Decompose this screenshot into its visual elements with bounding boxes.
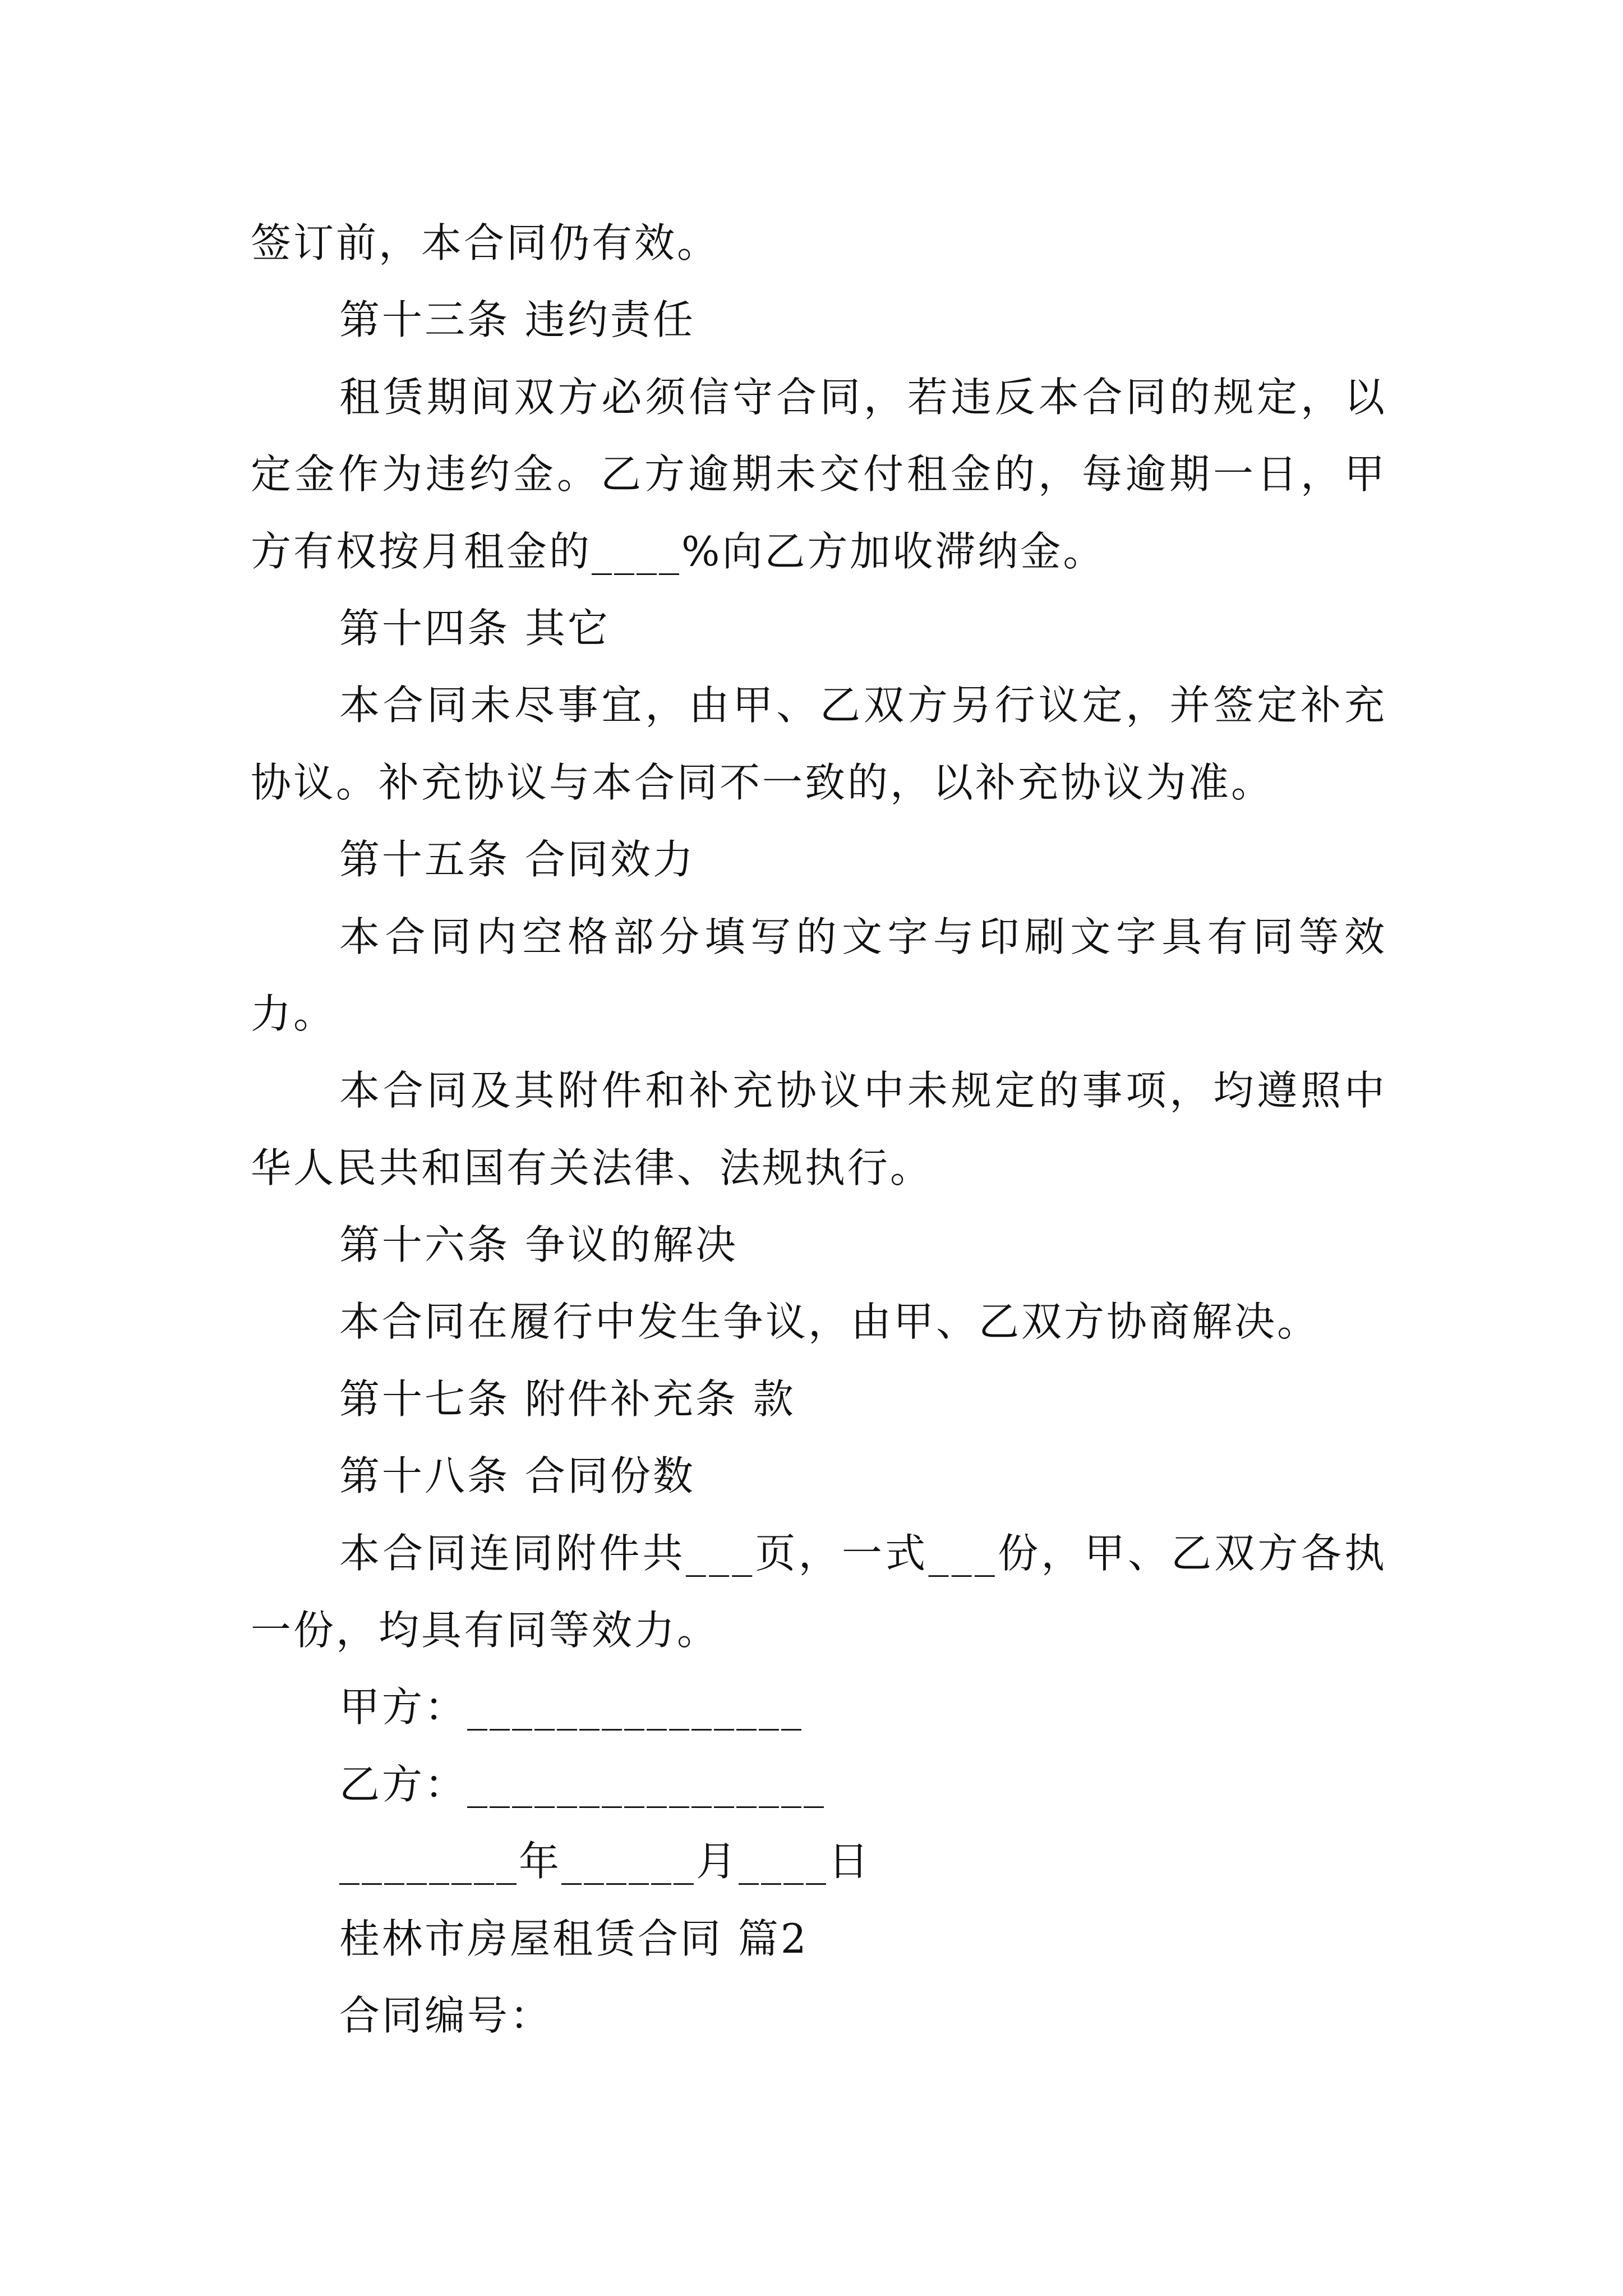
party-a-label: 甲方： (339, 1683, 468, 1731)
article-13-text-line: 定金作为违约金。乙方逾期未交付租金的，每逾期一日，甲 (251, 450, 1388, 498)
article-18-text-line: 本合同连同附件共___页，一式___份，甲、乙双方各执 (339, 1529, 1388, 1577)
article-15-text-line: 本合同及其附件和补充协议中未规定的事项，均遵照中 (339, 1067, 1388, 1115)
article-13-text-line: 方有权按月租金的____%向乙方加收滞纳金。 (251, 527, 1106, 575)
party-b-signature-line (251, 1746, 1387, 1823)
party-a-signature-line (251, 1669, 1387, 1746)
article-16-text-line: 本合同在履行中发生争议，由甲、乙双方协商解决。 (339, 1298, 1320, 1346)
article-15-heading: 第十五条 合同效力 (339, 836, 695, 884)
article-18-heading: 第十八条 合同份数 (339, 1452, 695, 1500)
article-18-text-line: 一份，均具有同等效力。 (251, 1607, 720, 1654)
preceding-text-line: 签订前，本合同仍有效。 (251, 219, 720, 266)
article-14-text-line: 协议。补充协议与本合同不一致的，以补充协议为准。 (251, 758, 1274, 806)
article-15-text-line: 力。 (251, 990, 336, 1037)
contract-number-label: 合同编号： (339, 1991, 553, 2039)
party-a-signature-blank: _______________ (467, 1683, 804, 1731)
article-14-heading: 第十四条 其它 (339, 604, 610, 652)
next-contract-title: 桂林市房屋租赁合同 篇2 (339, 1915, 809, 1962)
article-17-heading: 第十七条 附件补充条 款 (339, 1375, 796, 1423)
signature-date-line: ________年______月____日 (339, 1838, 871, 1885)
article-14-text-line: 本合同未尽事宜，由甲、乙双方另行议定，并签定补充 (339, 682, 1388, 729)
article-16-heading: 第十六条 争议的解决 (339, 1221, 738, 1269)
article-13-heading: 第十三条 违约责任 (339, 296, 695, 344)
party-b-signature-blank: ________________ (467, 1760, 827, 1808)
party-b-label: 乙方： (339, 1760, 468, 1808)
document-body (251, 205, 1390, 2054)
article-13-text-line: 租赁期间双方必须信守合同，若违反本合同的规定，以 (339, 373, 1388, 421)
article-15-text-line: 本合同内空格部分填写的文字与印刷文字具有同等效 (339, 913, 1390, 960)
article-15-text-line: 华人民共和国有关法律、法规执行。 (251, 1144, 933, 1191)
